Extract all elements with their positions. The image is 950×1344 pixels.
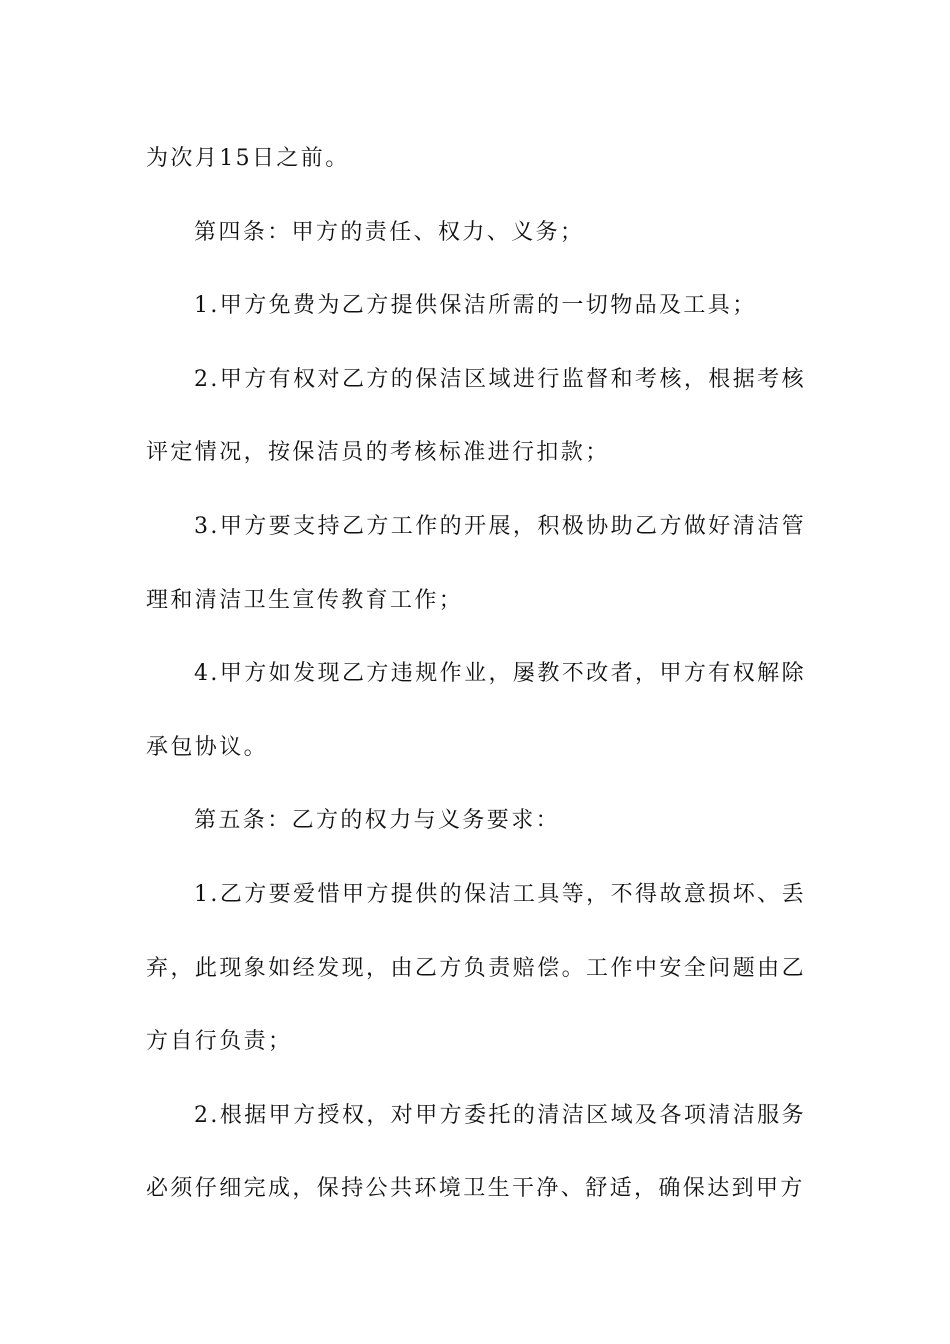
article-4-heading: 第四条：甲方的责任、权力、义务； <box>194 219 585 245</box>
article-5-item-1: 1.乙方要爱惜甲方提供的保洁工具等，不得故意损坏、丢弃，此现象如经发现，由乙方负责赔偿。工作中安全问题由乙方自行负责； <box>146 881 806 1055</box>
paragraph-continuation: 为次月15日之前。 <box>146 146 350 171</box>
article-4-item-1: 1.甲方免费为乙方提供保洁所需的一切物品及工具； <box>194 293 757 319</box>
article-5-item-2: 2.根据甲方授权，对甲方委托的清洁区域及各项清洁服务必须仔细完成，保持公共环境卫生干净、舒适，确保达到甲方 <box>146 1102 806 1202</box>
article-4-item-3: 3.甲方要支持乙方工作的开展，积极协助乙方做好清洁管理和清洁卫生宣传教育工作； <box>146 513 806 613</box>
article-4-item-2: 2.甲方有权对乙方的保洁区域进行监督和考核，根据考核评定情况，按保洁员的考核标准进行扣款； <box>146 366 806 466</box>
article-4-item-4: 4.甲方如发现乙方违规作业，屡教不改者，甲方有权解除承包协议。 <box>146 661 806 760</box>
article-5-heading: 第五条：乙方的权力与义务要求： <box>194 808 561 834</box>
document-body <box>146 122 806 1226</box>
